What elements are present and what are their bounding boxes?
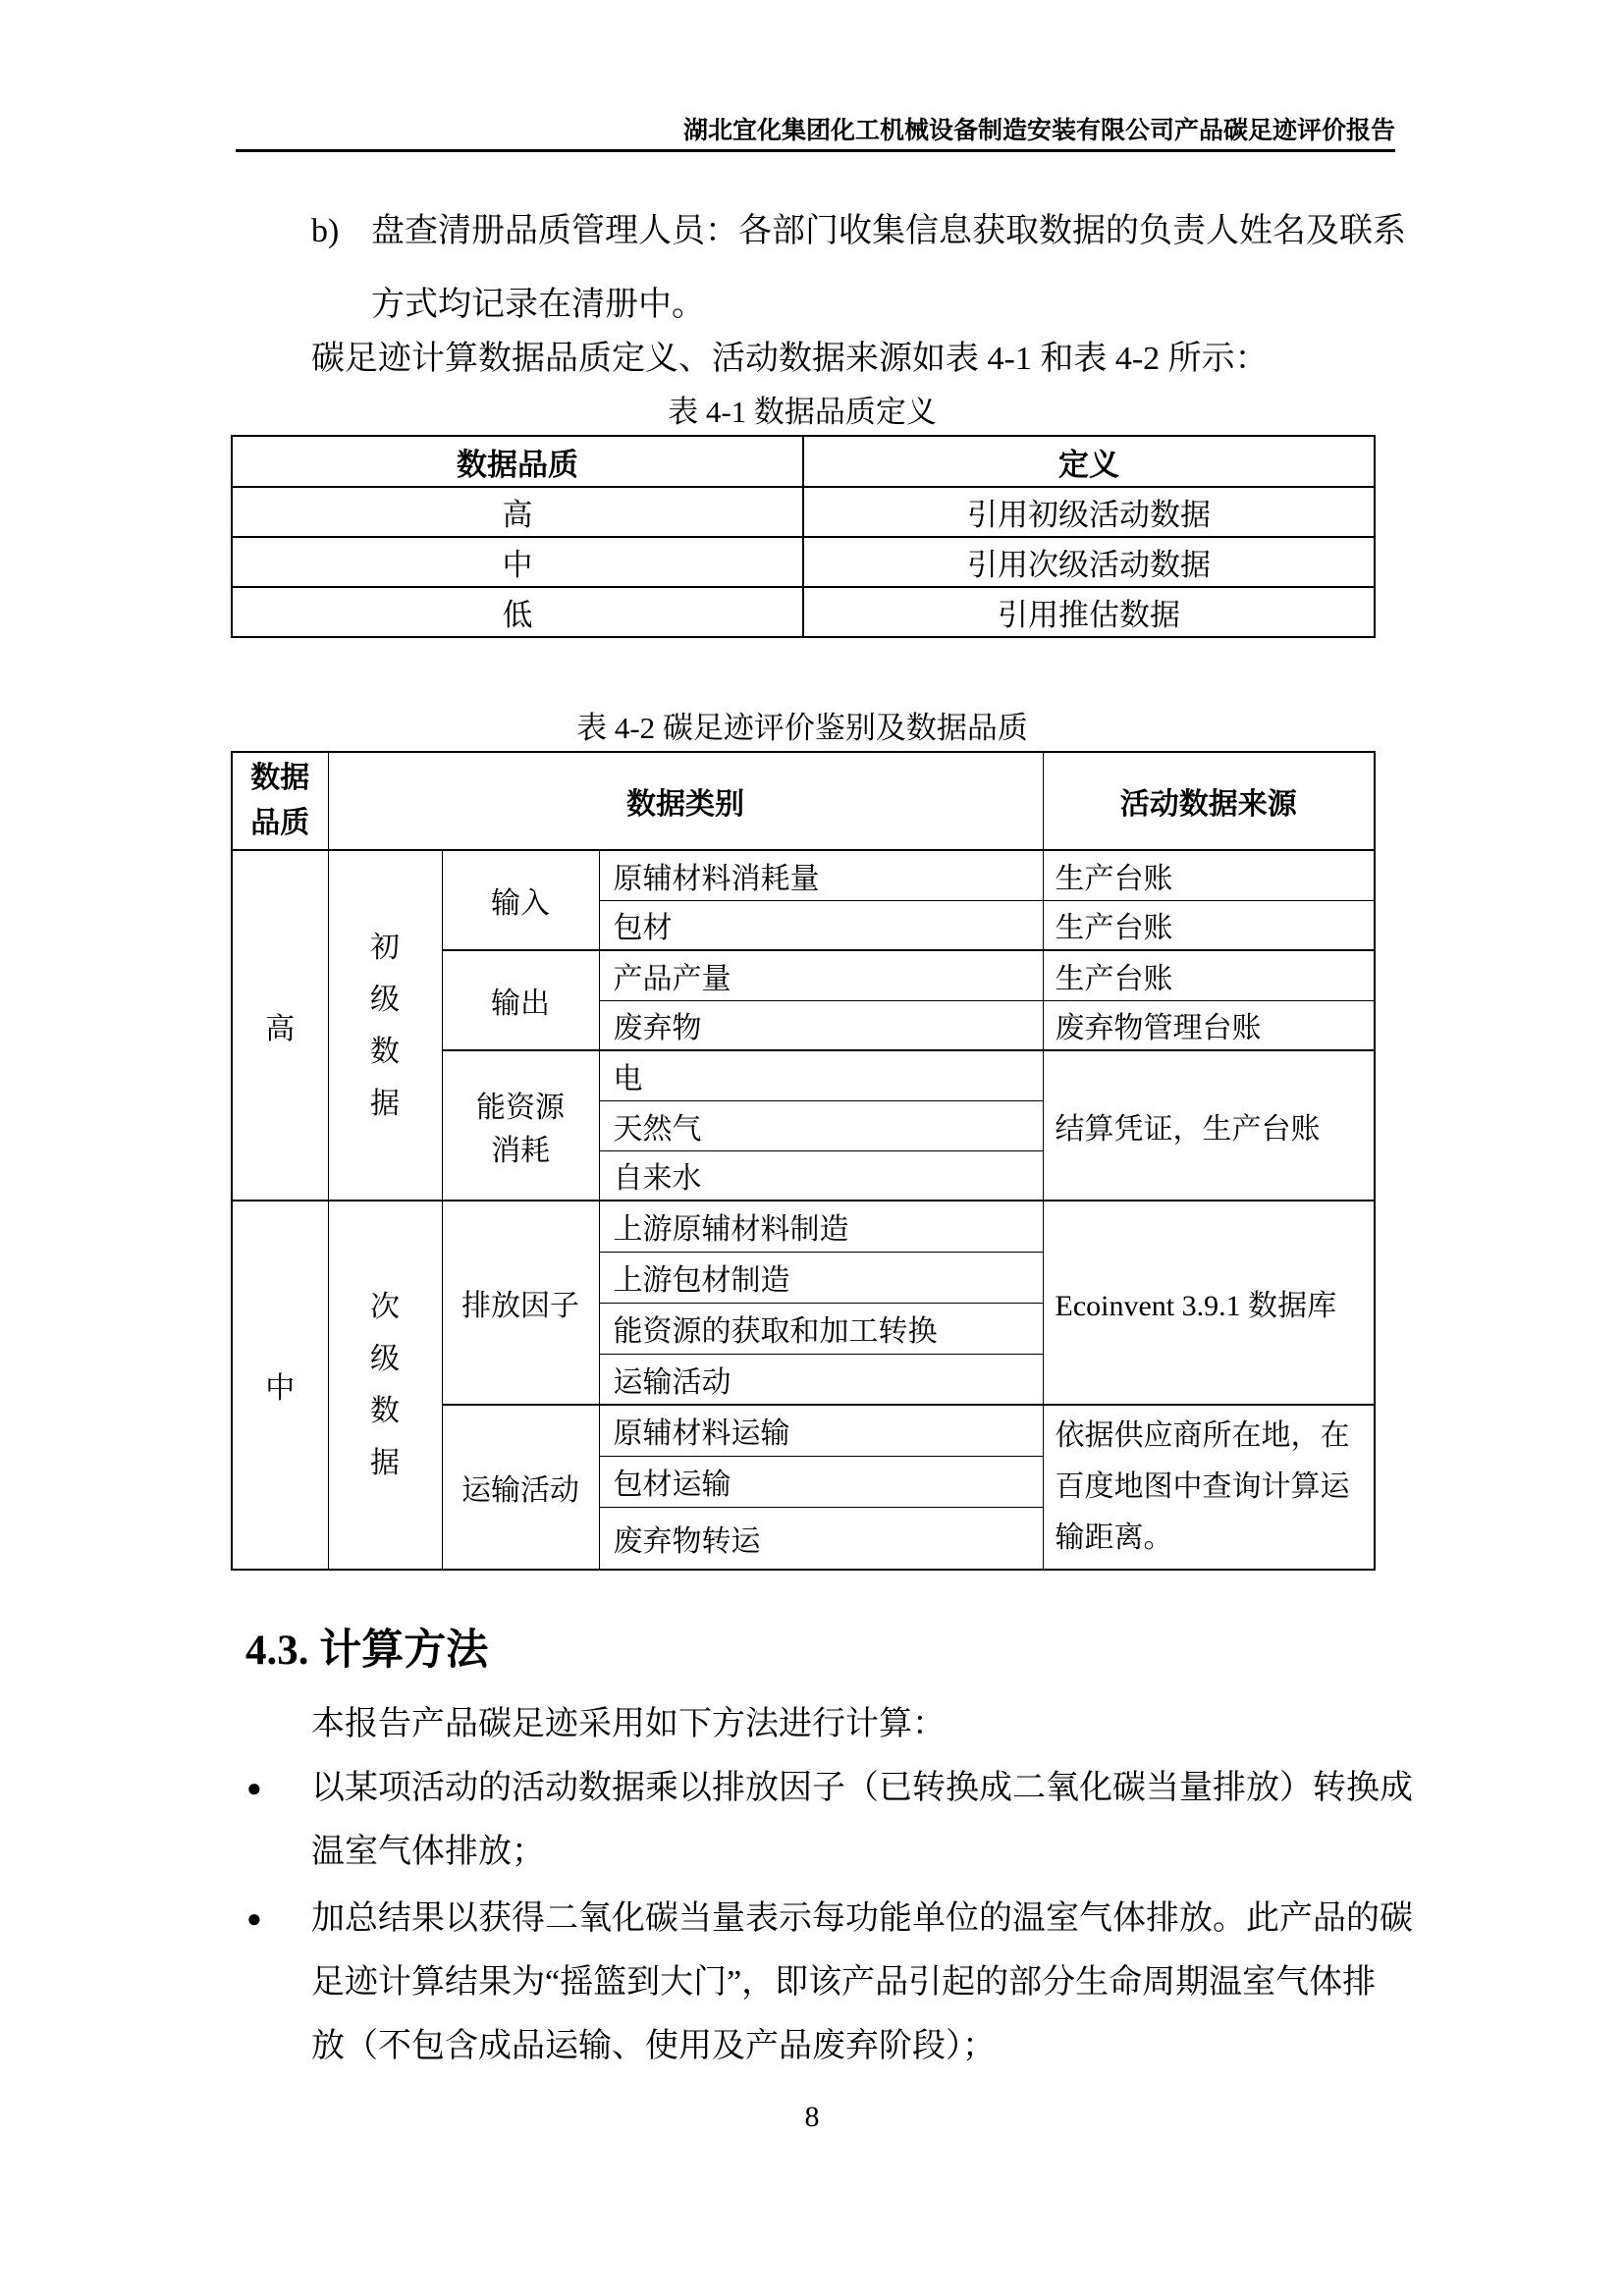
- cell-item: 废弃物: [599, 1000, 1043, 1050]
- paragraph-lead: 碳足迹计算数据品质定义、活动数据来源如表 4-1 和表 4-2 所示：: [311, 341, 1269, 377]
- cell-definition: 引用推估数据: [803, 587, 1375, 637]
- header-cell-quality: [232, 752, 328, 850]
- vertical-char: 初: [370, 931, 400, 964]
- vertical-char: 级: [370, 983, 400, 1016]
- bullet-item: [246, 1756, 1413, 1884]
- table-row: [232, 850, 1375, 900]
- header-line: 品质: [250, 807, 310, 839]
- table-row: [232, 537, 1375, 587]
- header-cell-source: 活动数据来源: [1043, 752, 1375, 850]
- cell-quality-high: 高: [232, 850, 328, 1201]
- cell-group-output: 输出: [442, 950, 599, 1050]
- header-cell-quality: 数据品质: [232, 436, 803, 487]
- table-header-row: [232, 752, 1375, 850]
- bullet-icon: ●: [246, 1774, 262, 1802]
- source-line: 输距离。: [1055, 1522, 1173, 1554]
- table-row: [232, 487, 1375, 537]
- table-4-2-caption: 表 4-2 碳足迹评价鉴别及数据品质: [576, 711, 1028, 745]
- cell-definition: 引用次级活动数据: [803, 537, 1375, 587]
- cell-source-merged: 结算凭证，生产台账: [1043, 1050, 1375, 1201]
- section-heading: 4.3. 计算方法: [245, 1628, 489, 1674]
- header-line: 数据: [250, 762, 310, 794]
- table-4-1-caption: 表 4-1 数据品质定义: [668, 395, 937, 429]
- bullet-icon: ●: [246, 1904, 262, 1933]
- cell-item: 天然气: [599, 1100, 1043, 1150]
- cell-quality: 中: [232, 537, 803, 587]
- text-line: 放（不包含成品运输、使用及产品废弃阶段）；: [311, 2028, 996, 2064]
- text-line: 加总结果以获得二氧化碳当量表示每功能单位的温室气体排放。此产品的碳: [311, 1900, 1413, 1937]
- item-b-text: [371, 194, 1406, 342]
- cell-item: 上游包材制造: [599, 1252, 1043, 1303]
- cell-item: 上游原辅材料制造: [599, 1201, 1043, 1252]
- page-header-title: 湖北宜化集团化工机械设备制造安装有限公司产品碳足迹评价报告: [682, 118, 1395, 144]
- cell-item: 电: [599, 1050, 1043, 1100]
- footprint-identification-table: [231, 751, 1376, 1571]
- text-line: 足迹计算结果为“摇篮到大门”，即该产品引起的部分生命周期温室气体排: [311, 1964, 1377, 2001]
- paragraph-item-b: [311, 194, 1406, 342]
- cell-source: 废弃物管理台账: [1043, 1000, 1375, 1050]
- vertical-char: 数: [370, 1395, 400, 1427]
- cell-source: 生产台账: [1043, 850, 1375, 900]
- cell-definition: 引用初级活动数据: [803, 487, 1375, 537]
- cell-quality: 高: [232, 487, 803, 537]
- table-4-2: [231, 751, 1376, 1571]
- cell-item: 原辅材料运输: [599, 1405, 1043, 1456]
- cell-item: 能资源的获取和加工转换: [599, 1303, 1043, 1354]
- cell-group-input: 输入: [442, 850, 599, 950]
- cell-source: 生产台账: [1043, 950, 1375, 1000]
- table-row: [232, 587, 1375, 637]
- list-marker-b: b): [311, 213, 340, 249]
- cell-level-primary-data: [328, 850, 442, 1201]
- label-line: 能资源: [476, 1091, 565, 1124]
- table-4-1: [231, 435, 1376, 638]
- text-line: 以某项活动的活动数据乘以排放因子（已转换成二氧化碳当量排放）转换成: [311, 1770, 1413, 1806]
- table-row: [232, 1201, 1375, 1252]
- vertical-char: 据: [370, 1447, 400, 1479]
- data-quality-definition-table: [231, 435, 1376, 638]
- cell-item: 废弃物转运: [599, 1507, 1043, 1570]
- cell-item: 运输活动: [599, 1354, 1043, 1405]
- text-line: 盘查清册品质管理人员：各部门收集信息获取数据的负责人姓名及联系: [371, 213, 1406, 249]
- cell-group-transport: 运输活动: [442, 1405, 599, 1570]
- header-cell-category: 数据类别: [328, 752, 1043, 850]
- cell-group-emission-factor: 排放因子: [442, 1201, 599, 1405]
- cell-level-secondary-data: [328, 1201, 442, 1570]
- bullet-item: [246, 1887, 1413, 2078]
- vertical-char: 数: [370, 1035, 400, 1068]
- cell-group-energy: [442, 1050, 599, 1201]
- vertical-char: 次: [370, 1291, 400, 1323]
- cell-item: 原辅材料消耗量: [599, 850, 1043, 900]
- cell-item: 产品产量: [599, 950, 1043, 1000]
- cell-quality-medium: 中: [232, 1201, 328, 1570]
- cell-item: 自来水: [599, 1150, 1043, 1201]
- section-lead: 本报告产品碳足迹采用如下方法进行计算：: [311, 1706, 946, 1742]
- text-line: 温室气体排放；: [311, 1834, 545, 1870]
- source-line: 百度地图中查询计算运: [1055, 1470, 1350, 1503]
- text-line: 方式均记录在清册中。: [371, 287, 705, 323]
- cell-source: 生产台账: [1043, 900, 1375, 950]
- header-rule: [236, 149, 1395, 152]
- vertical-char: 级: [370, 1343, 400, 1375]
- vertical-char: 据: [370, 1087, 400, 1120]
- source-line: 依据供应商所在地，在: [1055, 1419, 1350, 1452]
- cell-item: 包材: [599, 900, 1043, 950]
- label-line: 消耗: [491, 1134, 550, 1167]
- cell-source-merged: Ecoinvent 3.9.1 数据库: [1043, 1201, 1375, 1405]
- cell-quality: 低: [232, 587, 803, 637]
- page-number: 8: [804, 2101, 820, 2133]
- header-cell-definition: 定义: [803, 436, 1375, 487]
- cell-source-merged: [1043, 1405, 1375, 1570]
- table-header-row: [232, 436, 1375, 487]
- cell-item: 包材运输: [599, 1456, 1043, 1507]
